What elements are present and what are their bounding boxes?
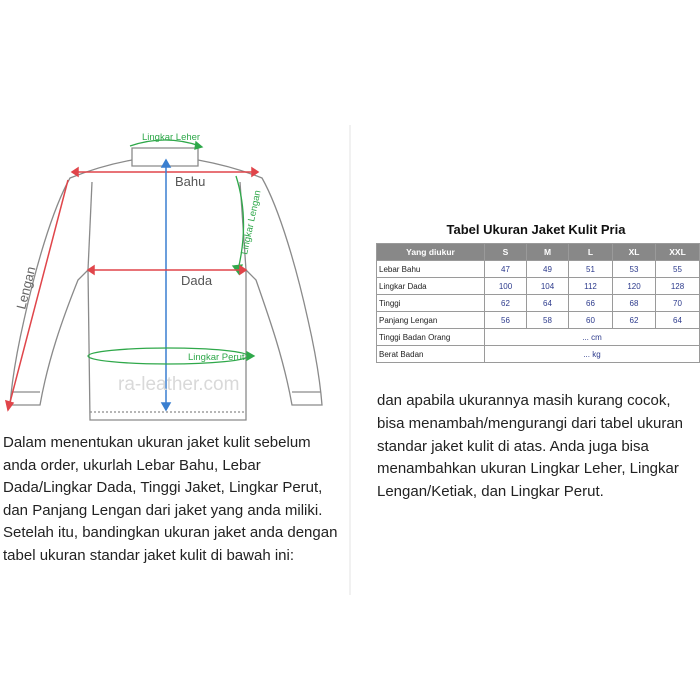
table-cell: 53 [613,261,656,278]
size-table [376,243,700,363]
table-title: Tabel Ukuran Jaket Kulit Pria [446,222,626,237]
table-cell: 128 [656,278,700,295]
header-cell: Yang diukur [377,244,485,261]
table-row [377,312,700,329]
table-cell: 62 [485,295,527,312]
row-label: Lingkar Dada [377,278,485,295]
closing-paragraph: dan apabila ukurannya masih kurang cocok, bisa menambah/mengurangi dari tabel ukuran standar jaket kulit di atas. Anda juga bisa menambahkan ukuran Lingkar Leher, Lingkar Lengan/Ketiak, dan Lingkar Perut. [377,392,684,501]
shoulder-arrow [72,168,258,176]
table-cell: 49 [527,261,569,278]
table-cell: 64 [527,295,569,312]
row-label: Berat Badan [377,346,485,363]
table-cell: 51 [569,261,613,278]
table-cell: 47 [485,261,527,278]
table-cell: 60 [569,312,613,329]
header-cell: XL [613,244,656,261]
label-lingkar-leher: Lingkar Leher [142,132,201,143]
sleeve-circumference-arrow [233,176,244,274]
label-bahu: Bahu [175,174,206,189]
label-lingkar-perut: Lingkar Perut [188,352,245,363]
table-cell: 104 [527,278,569,295]
table-cell: 55 [656,261,700,278]
sleeve-length-arrow [6,180,68,410]
table-cell: 62 [613,312,656,329]
table-row [377,346,700,363]
table-cell: 68 [613,295,656,312]
header-cell: XXL [656,244,700,261]
table-cell: ... cm [485,329,700,346]
column-divider [349,125,351,595]
row-label: Tinggi [377,295,485,312]
table-cell: 112 [569,278,613,295]
intro-paragraph: Dalam menentukan ukuran jaket kulit sebelum anda order, ukurlah Lebar Bahu, Lebar Dada/Lingkar Dada, Tinggi Jaket, Lingkar Perut, dan Panjang Lengan dari jaket yang anda miliki. Setelah itu, bandingkan ukuran jaket anda dengan tabel ukuran standar jaket kulit di bawah ini: [3,434,338,564]
row-label: Tinggi Badan Orang [377,329,485,346]
header-cell: L [569,244,613,261]
table-row [377,261,700,278]
table-cell: 66 [569,295,613,312]
table-cell: ... kg [485,346,700,363]
row-label: Panjang Lengan [377,312,485,329]
header-cell: S [485,244,527,261]
table-cell: 120 [613,278,656,295]
table-header-row [377,244,700,261]
table-cell: 58 [527,312,569,329]
row-label: Lebar Bahu [377,261,485,278]
table-row [377,278,700,295]
label-lingkar-lengan: Lingkar Lengan [239,189,264,256]
chest-arrow [88,266,246,274]
header-cell: M [527,244,569,261]
label-dada: Dada [181,273,213,288]
table-row [377,295,700,312]
watermark-text: ra-leather.com [118,374,240,395]
table-cell: 70 [656,295,700,312]
jacket-measurement-figure [0,120,340,425]
table-cell: 100 [485,278,527,295]
height-arrow [162,160,170,410]
table-row [377,329,700,346]
table-cell: 64 [656,312,700,329]
label-lengan: Lengan [13,264,39,311]
table-cell: 56 [485,312,527,329]
